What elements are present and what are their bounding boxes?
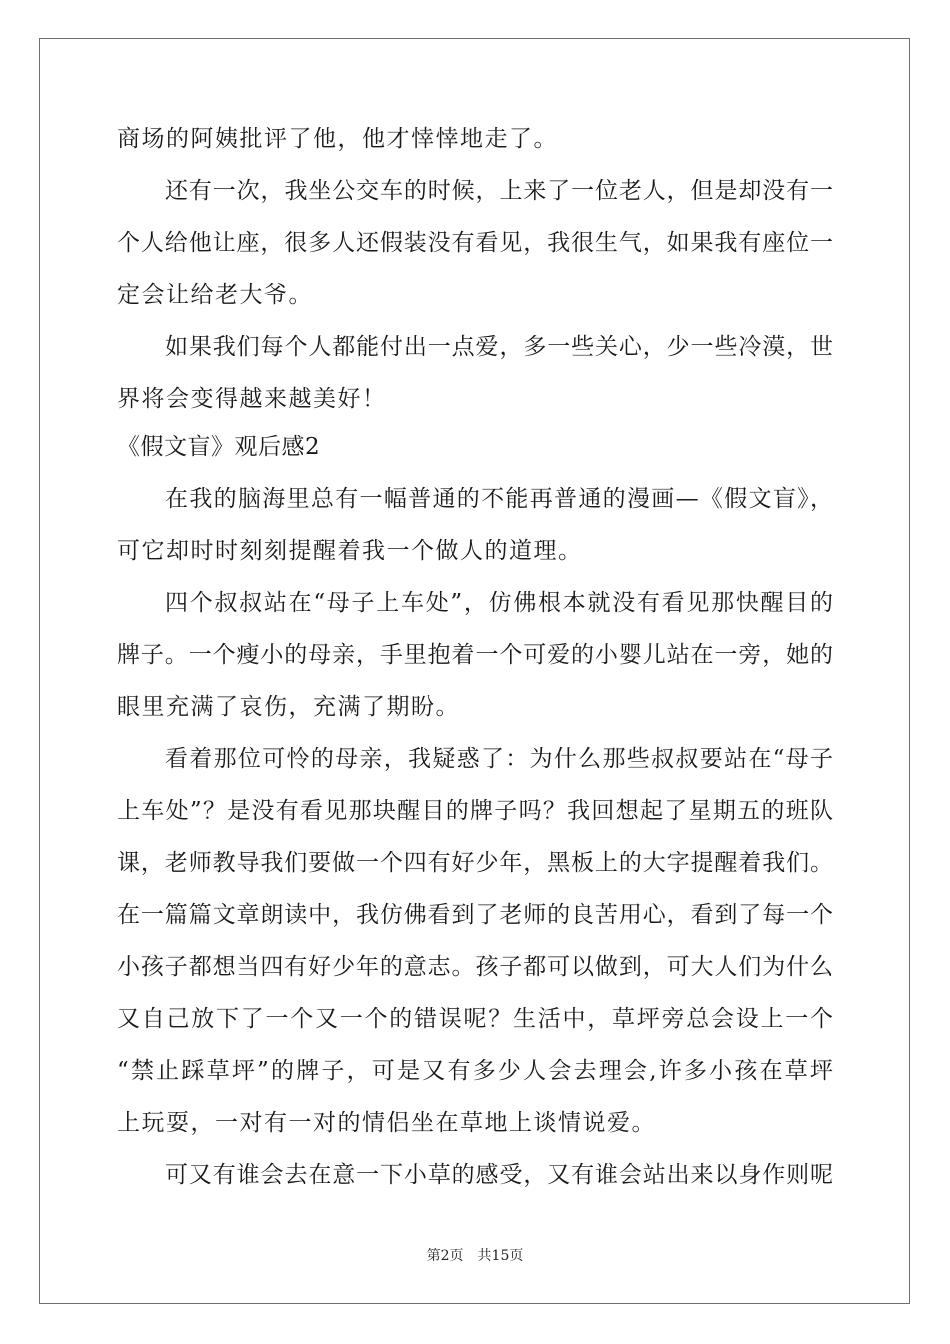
paragraph-first-line: 四个叔叔站在“母子上车处”，仿佛根本就没有看见那快醒目的 [165,590,833,616]
text-line: 牌子。一个瘦小的母亲，手里抱着一个可爱的小婴儿站在一旁，她的 [117,642,833,668]
paragraph-first-line: 如果我们每个人都能付出一点爱，多一些关心，少一些冷漠，世 [165,334,833,360]
text-line: 上玩耍，一对有一对的情侣坐在草地上谈情说爱。 [117,1110,656,1136]
text-line: 在一篇篇文章朗读中，我仿佛看到了老师的良苦用心，看到了每一个 [117,902,833,928]
text-line: 课，老师教导我们要做一个四有好少年，黑板上的大字提醒着我们。 [117,850,833,876]
section-heading: 《假文盲》观后感2 [117,434,321,460]
text-line: 小孩子都想当四有好少年的意志。孩子都可以做到，可大人们为什么 [117,954,833,980]
text-line: 个人给他让座，很多人还假装没有看见，我很生气，如果我有座位一 [117,230,833,256]
text-line: 又自己放下了一个又一个的错误呢？生活中，草坪旁总会设上一个 [117,1006,833,1032]
text-line: 商场的阿姨批评了他，他才悻悻地走了。 [117,126,558,152]
text-line: “禁止踩草坪”的牌子，可是又有多少人会去理会,许多小孩在草坪 [117,1058,833,1084]
text-line: 界将会变得越来越美好！ [117,386,387,412]
text-line: 可它却时时刻刻提醒着我一个做人的道理。 [117,538,583,564]
paragraph-first-line: 可又有谁会去在意一下小草的感受，又有谁会站出来以身作则呢 [165,1162,833,1188]
paragraph-first-line: 还有一次，我坐公交车的时候，上来了一位老人，但是却没有一 [165,178,833,204]
text-line: 上车处”？是没有看见那块醒目的牌子吗？我回想起了星期五的班队 [117,798,833,824]
text-line: 定会让给老大爷。 [117,282,313,308]
page-number: 第2页 共15页 [426,1248,524,1264]
text-line: 眼里充满了哀伤，充满了期盼。 [117,694,460,720]
paragraph-first-line: 看着那位可怜的母亲，我疑惑了：为什么那些叔叔要站在“母子 [165,746,833,772]
paragraph-first-line: 在我的脑海里总有一幅普通的不能再普通的漫画—《假文盲》， [165,486,833,512]
